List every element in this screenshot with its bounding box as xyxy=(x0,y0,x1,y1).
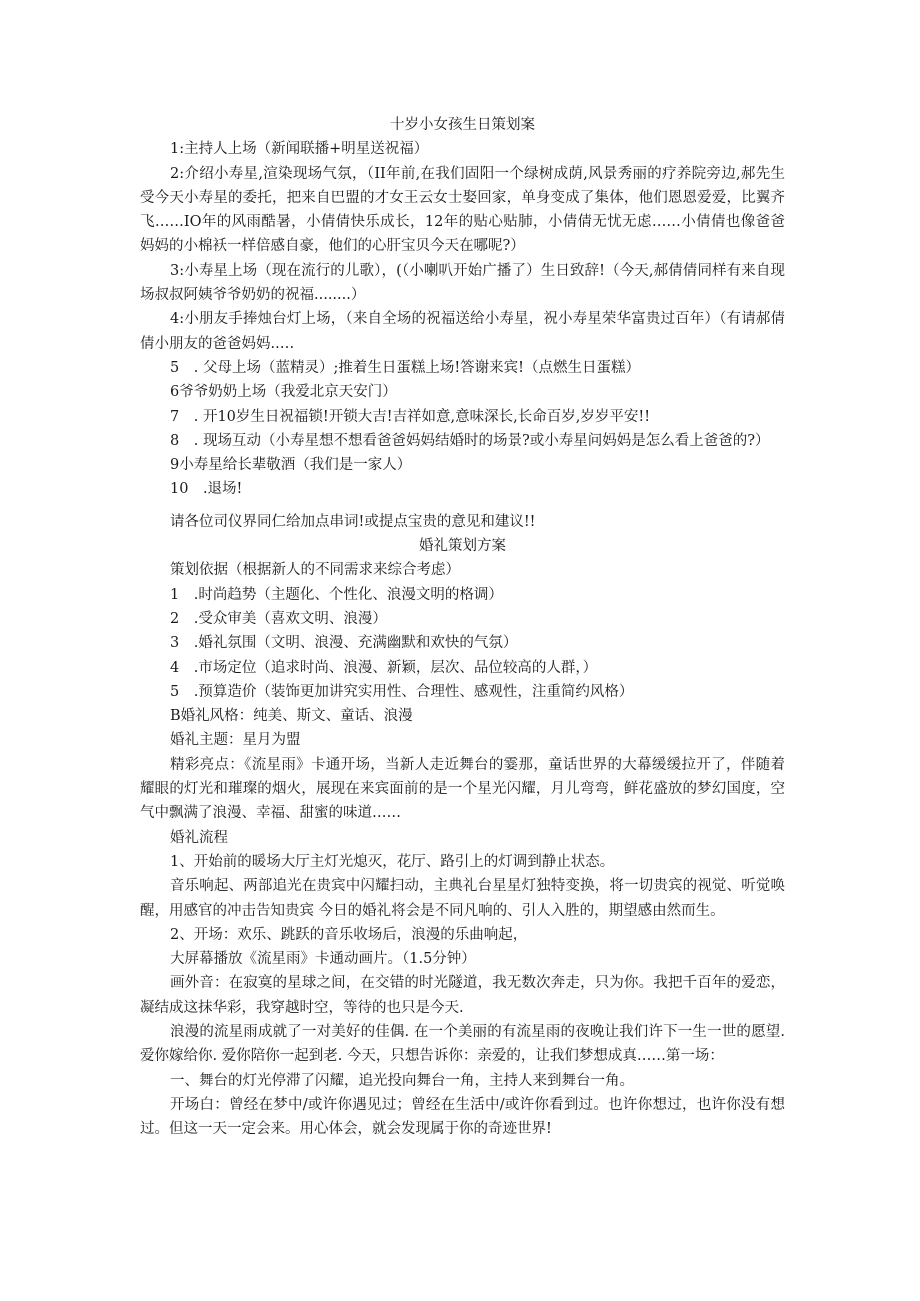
birthday-item-2: 2:介绍小寿星,渲染现场气氛，（II年前,在我们固阳一个绿树成荫,风景秀丽的疗养院旁边,郝先生受今天小寿星的委托，把来自巴盟的才女王云女士娶回家，单身变成了集体，他们恩恩爱爱，比翼齐飞……IO年的风雨酷暑，小倩倩快乐成长，12年的贴心贴肺，小倩倩无忧无虑……小倩倩也像爸爸妈妈的小棉袄一样倍感自豪，他们的心肝宝贝今天在哪呢?） xyxy=(140,165,785,255)
document-body xyxy=(140,113,785,1141)
wedding-romance: 浪漫的流星雨成就了一对美好的佳偶. 在一个美丽的有流星雨的夜晚让我们许下一生一世的愿望. 爱你嫁给你. 爱你陪你一起到老. 今天，只想告诉你：亲爱的，让我们梦想成真……第一场： xyxy=(140,1023,785,1065)
wedding-style: B婚礼风格：纯美、斯文、童话、浪漫 xyxy=(170,708,413,725)
wedding-basis-4: 4 .市场定位（追求时尚、浪漫、新颖，层次、品位较高的人群，） xyxy=(170,659,598,676)
wedding-highlight: 精彩亮点：《流星雨》卡通开场，当新人走近舞台的霎那，童话世界的大幕缓缓拉开了，伴随着耀眼的灯光和璀璨的烟火，展现在来宾面前的是一个星光闪耀，月儿弯弯，鲜花盛放的梦幻国度，空气中飘满了浪漫、幸福、甜蜜的味道…… xyxy=(140,756,785,822)
birthday-item-9: 9小寿星给长辈敬酒（我们是一家人） xyxy=(170,457,412,474)
birthday-closing: 请各位司仪界同仁给加点串词!或提点宝贵的意见和建议!! xyxy=(170,513,536,530)
wedding-basis-3: 3 .婚礼氛围（文明、浪漫、充满幽默和欢快的气氛） xyxy=(170,635,518,652)
birthday-item-1: 1:主持人上场（新闻联播+明星送祝福） xyxy=(170,141,429,158)
wedding-basis-5: 5 .预算造价（装饰更加讲究实用性、合理性、感观性，注重简约风格） xyxy=(170,683,634,700)
birthday-plan-title: 十岁小女孩生日策划案 xyxy=(390,117,535,133)
wedding-flow-1: 1、开始前的暖场大厅主灯光熄灭，花厅、路引上的灯调到静止状态。 xyxy=(170,853,615,870)
birthday-item-4: 4:小朋友手捧烛台灯上场，（来自全场的祝福送给小寿星，祝小寿星荣华富贵过百年）（有请郝倩倩小朋友的爸爸妈妈..… xyxy=(140,311,785,352)
wedding-basis-1: 1 .时尚趋势（主题化、个性化、浪漫文明的格调） xyxy=(170,586,503,603)
wedding-music: 音乐响起、两部追光在贵宾中闪耀扫动，主典礼台星星灯独特变换，将一切贵宾的视觉、听觉唤醒，用感官的冲击告知贵宾 今日的婚礼将会是不同凡响的、引人入胜的，期望感由然而生。 xyxy=(140,878,785,919)
wedding-voiceover: 画外音：在寂寞的星球之间，在交错的时光隧道，我无数次奔走，只为你。我把千百年的爱恋，凝结成这抹华彩，我穿越时空，等待的也只是今天. xyxy=(140,975,785,1016)
wedding-screen: 大屏幕播放《流星雨》卡通动画片。（1.5分钟） xyxy=(170,951,476,968)
wedding-plan-title: 婚礼策划方案 xyxy=(419,538,506,555)
birthday-item-10: 10 .退场! xyxy=(170,481,243,498)
wedding-basis: 策划依据（根据新人的不同需求来综合考虑） xyxy=(170,562,460,579)
birthday-item-8: 8 . 现场互动（小寿星想不想看爸爸妈妈结婚时的场景?或小寿星问妈妈是怎么看上爸爸的?） xyxy=(170,432,770,449)
wedding-basis-2: 2 .受众审美（喜欢文明、浪漫） xyxy=(170,610,387,627)
wedding-flow-2: 2、开场：欢乐、跳跃的音乐收场后，浪漫的乐曲响起， xyxy=(170,926,528,943)
birthday-item-5: 5 . 父母上场（蓝精灵）;推着生日蛋糕上场!答谢来宾!（点燃生日蛋糕） xyxy=(170,359,640,376)
wedding-flow-title: 婚礼流程 xyxy=(170,829,228,846)
birthday-item-6: 6爷爷奶奶上场（我爱北京天安门） xyxy=(170,384,397,401)
birthday-item-7: 7 . 开10岁生日祝福锁!开锁大吉!吉祥如意,意味深长,长命百岁,岁岁平安!! xyxy=(170,408,651,425)
wedding-scene-1: 一、舞台的灯光停滞了闪耀，追光投向舞台一角，主持人来到舞台一角。 xyxy=(170,1072,634,1089)
spacer xyxy=(140,502,785,510)
wedding-opening: 开场白：曾经在梦中/或许你遇见过；曾经在生活中/或许你看到过。也许你想过，也许你没有想过。但这一天一定会来。用心体会，就会发现属于你的奇迹世界! xyxy=(140,1096,785,1138)
wedding-theme: 婚礼主题：星月为盟 xyxy=(170,732,301,749)
birthday-item-3: 3:小寿星上场（现在流行的儿歌），(（小喇叭开始广播了）生日致辞!（今天,郝倩倩同样有来自现场叔叔阿姨爷爷奶奶的祝福........） xyxy=(140,262,785,304)
